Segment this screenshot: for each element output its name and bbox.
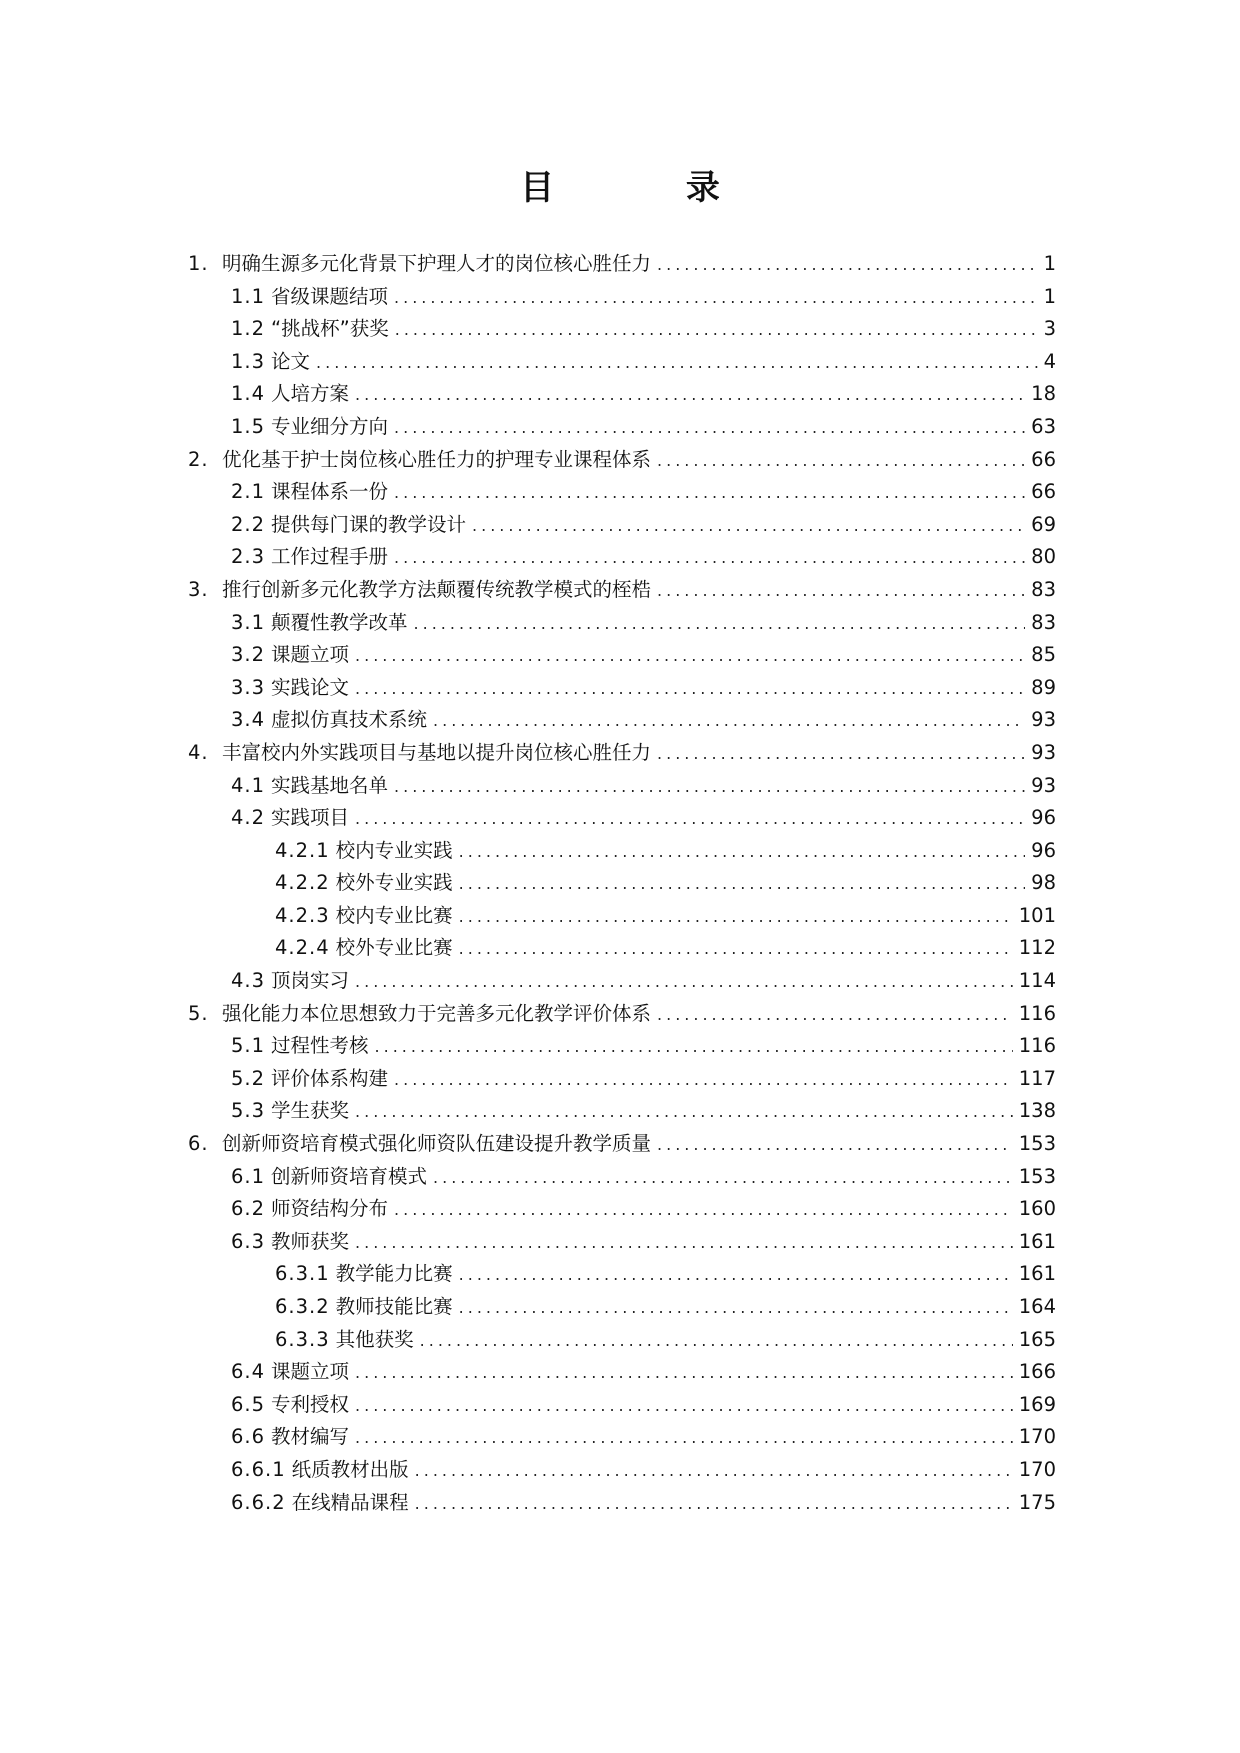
toc-entry-page-number: 85 bbox=[1031, 643, 1056, 667]
toc-entry[interactable] bbox=[188, 248, 1056, 281]
toc-entry-number: 3.2 bbox=[231, 643, 266, 667]
toc-entry-page-number: 169 bbox=[1018, 1392, 1056, 1416]
toc-entry-page-number: 114 bbox=[1018, 969, 1056, 993]
toc-entry-number: 6.5 bbox=[231, 1392, 266, 1416]
toc-entry-page-number: 161 bbox=[1018, 1262, 1056, 1286]
toc-entry[interactable] bbox=[188, 672, 1056, 705]
toc-entry[interactable] bbox=[188, 802, 1056, 835]
toc-entry-page-number: 112 bbox=[1018, 936, 1056, 960]
toc-entry-page-number: 153 bbox=[1018, 1164, 1056, 1188]
toc-entry[interactable] bbox=[188, 900, 1056, 933]
dot-leader bbox=[657, 255, 1038, 274]
toc-entry[interactable] bbox=[188, 1161, 1056, 1194]
toc-entry-title: 校外专业实践 bbox=[335, 871, 453, 895]
toc-entry-number: 6.4 bbox=[231, 1360, 266, 1384]
toc-entry[interactable] bbox=[188, 1063, 1056, 1096]
dot-leader bbox=[414, 614, 1026, 633]
toc-entry-number: 2.2 bbox=[231, 512, 266, 536]
dot-leader bbox=[375, 1037, 1013, 1056]
toc-entry-page-number: 170 bbox=[1018, 1425, 1056, 1449]
toc-entry-number: 6.2 bbox=[231, 1197, 266, 1221]
toc-entry-number: 1. bbox=[188, 252, 209, 275]
toc-entry-title: 过程性考核 bbox=[271, 1034, 369, 1058]
toc-entry-page-number: 89 bbox=[1031, 675, 1056, 699]
toc-entry-page-number: 4 bbox=[1043, 349, 1056, 373]
toc-entry[interactable] bbox=[188, 704, 1056, 737]
toc-entry-number: 4.2.3 bbox=[275, 903, 330, 927]
page-title: 目 录 bbox=[520, 168, 780, 208]
toc-entry-page-number: 83 bbox=[1031, 610, 1056, 634]
dot-leader bbox=[459, 907, 1013, 926]
toc-entry-title: 强化能力本位思想致力于完善多元化教学评价体系 bbox=[222, 1001, 652, 1025]
dot-leader bbox=[395, 320, 1038, 339]
toc-entry-page-number: 93 bbox=[1031, 708, 1056, 732]
toc-entry-page-number: 161 bbox=[1018, 1229, 1056, 1253]
toc-entry-title: 人培方案 bbox=[271, 382, 350, 406]
toc-entry-title: 顶岗实习 bbox=[271, 969, 350, 993]
toc-entry-title: 学生获奖 bbox=[271, 1099, 350, 1123]
toc-entry-title: 虚拟仿真技术系统 bbox=[271, 708, 428, 732]
toc-entry-title: 教师技能比赛 bbox=[335, 1295, 453, 1318]
toc-entry-title: 工作过程手册 bbox=[271, 545, 389, 569]
toc-entry[interactable] bbox=[188, 509, 1056, 542]
toc-entry-number: 3.3 bbox=[231, 675, 266, 699]
toc-entry-page-number: 170 bbox=[1018, 1457, 1056, 1481]
toc-entry-page-number: 101 bbox=[1018, 903, 1056, 927]
dot-leader bbox=[355, 1102, 1013, 1121]
toc-entry-title: 校内专业比赛 bbox=[335, 903, 453, 927]
toc-entry-title: 教学能力比赛 bbox=[335, 1262, 453, 1286]
toc-entry-title: 创新师资培育模式 bbox=[271, 1164, 428, 1188]
toc-entry-number: 4.2.2 bbox=[275, 871, 330, 895]
toc-entry[interactable] bbox=[188, 1030, 1056, 1063]
toc-entry-page-number: 96 bbox=[1031, 806, 1056, 830]
toc-entry-title: 颠覆性教学改革 bbox=[271, 610, 408, 634]
toc-entry-page-number: 93 bbox=[1031, 740, 1056, 764]
toc-entry-page-number: 80 bbox=[1031, 545, 1056, 569]
toc-entry-number: 6.1 bbox=[231, 1164, 266, 1188]
toc-entry-number: 4.3 bbox=[231, 969, 266, 993]
toc-entry-page-number: 165 bbox=[1018, 1327, 1056, 1351]
toc-entry[interactable] bbox=[188, 1193, 1056, 1226]
toc-entry-title: 实践基地名单 bbox=[271, 773, 389, 797]
dot-leader bbox=[355, 809, 1025, 828]
toc-entry-page-number: 116 bbox=[1018, 1001, 1056, 1025]
toc-entry[interactable] bbox=[188, 835, 1056, 868]
toc-entry-number: 6.6.2 bbox=[231, 1490, 286, 1514]
toc-entry[interactable] bbox=[188, 639, 1056, 672]
dot-leader bbox=[394, 288, 1038, 307]
toc-entry[interactable] bbox=[188, 1258, 1056, 1291]
toc-entry-page-number: 96 bbox=[1031, 838, 1056, 862]
toc-entry-title: 课程体系一份 bbox=[271, 480, 389, 504]
toc-entry-title: 提供每门课的教学设计 bbox=[271, 512, 467, 536]
dot-leader bbox=[355, 1363, 1013, 1382]
toc-entry-title: 其他获奖 bbox=[335, 1327, 414, 1351]
toc-entry-title: 专利授权 bbox=[271, 1392, 350, 1416]
dot-leader bbox=[415, 1494, 1013, 1513]
toc-entry[interactable] bbox=[188, 1487, 1056, 1520]
dot-leader bbox=[394, 1070, 1013, 1089]
toc-entry[interactable] bbox=[188, 411, 1056, 444]
toc-entry-number: 6.3.1 bbox=[275, 1262, 330, 1286]
toc-entry-title: 省级课题结项 bbox=[271, 284, 389, 308]
dot-leader bbox=[420, 1331, 1013, 1350]
toc-entry-page-number: 98 bbox=[1031, 871, 1056, 895]
toc-entry-number: 6.3.3 bbox=[275, 1327, 330, 1351]
toc-entry-number: 5.1 bbox=[231, 1034, 266, 1058]
toc-entry[interactable] bbox=[188, 476, 1056, 509]
toc-entry[interactable] bbox=[188, 998, 1056, 1031]
dot-leader bbox=[394, 777, 1025, 796]
toc-entry-number: 5. bbox=[188, 1001, 209, 1025]
toc-entry-number: 2.1 bbox=[231, 480, 266, 504]
dot-leader bbox=[657, 581, 1025, 600]
toc-entry-page-number: 116 bbox=[1018, 1034, 1056, 1058]
toc-entry[interactable] bbox=[188, 1324, 1056, 1357]
toc-entry[interactable] bbox=[188, 965, 1056, 998]
toc-entry[interactable] bbox=[188, 867, 1056, 900]
toc-entry-number: 5.2 bbox=[231, 1066, 266, 1090]
toc-entry[interactable] bbox=[188, 444, 1056, 477]
toc-entry-number: 1.3 bbox=[231, 349, 266, 373]
dot-leader bbox=[459, 1298, 1013, 1317]
toc-entry-title: 丰富校内外实践项目与基地以提升岗位核心胜任力 bbox=[222, 740, 652, 764]
toc-entry[interactable] bbox=[188, 346, 1056, 379]
toc-entry-number: 2. bbox=[188, 447, 209, 471]
toc-entry-title: 教材编写 bbox=[271, 1425, 350, 1449]
toc-entry-page-number: 66 bbox=[1031, 480, 1056, 504]
toc-entry-title: 师资结构分布 bbox=[271, 1197, 389, 1221]
toc-entry[interactable] bbox=[188, 1389, 1056, 1422]
toc-entry-page-number: 164 bbox=[1018, 1295, 1056, 1318]
dot-leader bbox=[657, 1005, 1013, 1024]
toc-entry-page-number: 83 bbox=[1031, 577, 1056, 601]
toc-entry-page-number: 175 bbox=[1018, 1490, 1056, 1514]
toc-entry-number: 4.1 bbox=[231, 773, 266, 797]
toc-entry-title: 评价体系构建 bbox=[271, 1066, 389, 1090]
toc-entry-page-number: 1 bbox=[1043, 284, 1056, 308]
toc-entry-title: 教师获奖 bbox=[271, 1229, 350, 1253]
toc-entry-title: 明确生源多元化背景下护理人才的岗位核心胜任力 bbox=[222, 252, 652, 275]
dot-leader bbox=[316, 353, 1038, 372]
toc-entry-title: 推行创新多元化教学方法颠覆传统教学模式的桎梏 bbox=[222, 577, 652, 601]
toc-entry-page-number: 3 bbox=[1043, 317, 1056, 341]
toc-entry-page-number: 166 bbox=[1018, 1360, 1056, 1384]
dot-leader bbox=[394, 1200, 1013, 1219]
dot-leader bbox=[657, 744, 1025, 763]
toc-entry-number: 6.6 bbox=[231, 1425, 266, 1449]
toc-entry-title: 在线精品课程 bbox=[291, 1490, 409, 1514]
toc-entry-page-number: 69 bbox=[1031, 512, 1056, 536]
toc-entry-number: 1.2 bbox=[231, 317, 266, 341]
toc-entry-number: 5.3 bbox=[231, 1099, 266, 1123]
dot-leader bbox=[459, 939, 1013, 958]
toc-entry-page-number: 117 bbox=[1018, 1066, 1056, 1090]
toc-entry-number: 4.2.1 bbox=[275, 838, 330, 862]
toc-entry-number: 4.2 bbox=[231, 806, 266, 830]
toc-entry[interactable] bbox=[188, 1291, 1056, 1324]
dot-leader bbox=[394, 418, 1025, 437]
toc-entry-title: 实践项目 bbox=[271, 806, 350, 830]
toc-entry[interactable] bbox=[188, 1356, 1056, 1389]
dot-leader bbox=[355, 1233, 1013, 1252]
dot-leader bbox=[415, 1461, 1013, 1480]
toc-entry-title: 校外专业比赛 bbox=[335, 936, 453, 960]
toc-entry-number: 4.2.4 bbox=[275, 936, 330, 960]
toc-entry-title: 校内专业实践 bbox=[335, 838, 453, 862]
toc-entry-title: 优化基于护士岗位核心胜任力的护理专业课程体系 bbox=[222, 447, 652, 471]
toc-entry[interactable] bbox=[188, 770, 1056, 803]
toc-entry-page-number: 138 bbox=[1018, 1099, 1056, 1123]
dot-leader bbox=[355, 972, 1013, 991]
toc-entry-title: 课题立项 bbox=[271, 1360, 350, 1384]
dot-leader bbox=[433, 711, 1025, 730]
toc-entry[interactable] bbox=[188, 281, 1056, 314]
toc-entry[interactable] bbox=[188, 541, 1056, 574]
toc-entry-number: 6. bbox=[188, 1132, 209, 1156]
dot-leader bbox=[459, 842, 1026, 861]
toc-entry-number: 2.3 bbox=[231, 545, 266, 569]
toc-entry[interactable] bbox=[188, 737, 1056, 770]
table-of-contents bbox=[188, 248, 1056, 1519]
toc-entry-number: 1.4 bbox=[231, 382, 266, 406]
toc-entry[interactable] bbox=[188, 1226, 1056, 1259]
toc-entry[interactable] bbox=[188, 1128, 1056, 1161]
toc-entry-title: 创新师资培育模式强化师资队伍建设提升教学质量 bbox=[222, 1132, 652, 1156]
dot-leader bbox=[355, 385, 1025, 404]
toc-entry[interactable] bbox=[188, 1454, 1056, 1487]
dot-leader bbox=[355, 679, 1025, 698]
dot-leader bbox=[459, 874, 1026, 893]
toc-entry-page-number: 1 bbox=[1043, 252, 1056, 275]
dot-leader bbox=[355, 1396, 1013, 1415]
dot-leader bbox=[472, 516, 1025, 535]
dot-leader bbox=[394, 483, 1025, 502]
toc-entry-number: 4. bbox=[188, 740, 209, 764]
toc-entry-number: 3.1 bbox=[231, 610, 266, 634]
dot-leader bbox=[657, 451, 1025, 470]
dot-leader bbox=[355, 1428, 1013, 1447]
toc-entry-number: 6.3.2 bbox=[275, 1295, 330, 1318]
dot-leader bbox=[459, 1265, 1013, 1284]
toc-entry-number: 1.1 bbox=[231, 284, 266, 308]
toc-entry[interactable] bbox=[188, 574, 1056, 607]
dot-leader bbox=[657, 1135, 1013, 1154]
toc-entry-number: 6.3 bbox=[231, 1229, 266, 1253]
toc-entry-title: 实践论文 bbox=[271, 675, 350, 699]
toc-entry-title: 论文 bbox=[271, 349, 311, 373]
toc-entry-title: 纸质教材出版 bbox=[291, 1457, 409, 1481]
toc-entry[interactable] bbox=[188, 313, 1056, 346]
toc-entry-number: 6.6.1 bbox=[231, 1457, 286, 1481]
toc-entry-page-number: 18 bbox=[1031, 382, 1056, 406]
toc-entry[interactable] bbox=[188, 1095, 1056, 1128]
toc-entry-page-number: 66 bbox=[1031, 447, 1056, 471]
toc-entry[interactable] bbox=[188, 1421, 1056, 1454]
dot-leader bbox=[394, 548, 1025, 567]
dot-leader bbox=[355, 646, 1025, 665]
toc-entry[interactable] bbox=[188, 607, 1056, 640]
toc-entry-page-number: 153 bbox=[1018, 1132, 1056, 1156]
toc-entry-page-number: 93 bbox=[1031, 773, 1056, 797]
toc-entry-title: 专业细分方向 bbox=[271, 414, 389, 438]
toc-entry-title: 课题立项 bbox=[271, 643, 350, 667]
toc-entry[interactable] bbox=[188, 932, 1056, 965]
toc-entry-page-number: 160 bbox=[1018, 1197, 1056, 1221]
toc-entry-number: 3. bbox=[188, 577, 209, 601]
toc-entry[interactable] bbox=[188, 378, 1056, 411]
toc-entry-page-number: 63 bbox=[1031, 414, 1056, 438]
dot-leader bbox=[433, 1168, 1013, 1187]
toc-entry-number: 1.5 bbox=[231, 414, 266, 438]
toc-entry-title: “挑战杯”获奖 bbox=[271, 317, 389, 341]
toc-entry-number: 3.4 bbox=[231, 708, 266, 732]
